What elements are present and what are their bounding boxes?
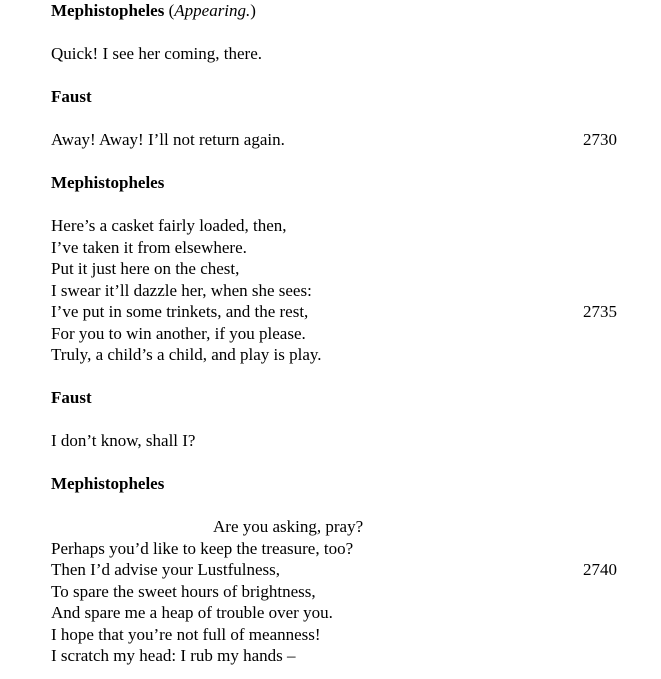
speaker-name: Faust [51, 388, 92, 407]
speaker-heading: Mephistopheles (Appearing.) [51, 1, 256, 20]
verse-line: Are you asking, pray? [213, 517, 364, 536]
speaker-name: Faust [51, 87, 92, 106]
verse-line: I scratch my head: I rub my hands – [51, 646, 296, 665]
verse-line: And spare me a heap of trouble over you. [51, 603, 333, 622]
verse-line: Then I’d advise your Lustfulness, 2740 [51, 560, 617, 579]
verse-line: For you to win another, if you please. [51, 323, 306, 343]
verse-line: I’ve taken it from elsewhere. [51, 237, 247, 257]
speaker-name: Mephistopheles [51, 1, 165, 20]
line-number: 2735 [583, 302, 617, 321]
line-number: 2740 [583, 560, 617, 579]
verse-line: To spare the sweet hours of brightness, [51, 581, 316, 601]
verse-line: Perhaps you’d like to keep the treasure, too? [51, 538, 354, 558]
verse-line: Truly, a child’s a child, and play is play. [51, 345, 322, 364]
verse-line: Quick! I see her coming, there. [51, 44, 262, 63]
verse-line: Here’s a casket fairly loaded, then, [51, 216, 287, 235]
stage-direction: Appearing. [174, 1, 251, 20]
speaker-name: Mephistopheles [51, 173, 165, 192]
speaker-name: Mephistopheles [51, 474, 165, 493]
play-text [51, 0, 621, 667]
verse-line: I’ve put in some trinkets, and the rest, 2735 [51, 302, 617, 321]
verse-line: Away! Away! I’ll not return again. 2730 [51, 130, 617, 149]
line-number: 2730 [583, 130, 617, 149]
verse-line: I don’t know, shall I? [51, 431, 196, 450]
verse-line: I hope that you’re not full of meanness! [51, 624, 321, 644]
verse-line: Put it just here on the chest, [51, 259, 240, 278]
verse-line: I swear it’ll dazzle her, when she sees: [51, 280, 312, 300]
